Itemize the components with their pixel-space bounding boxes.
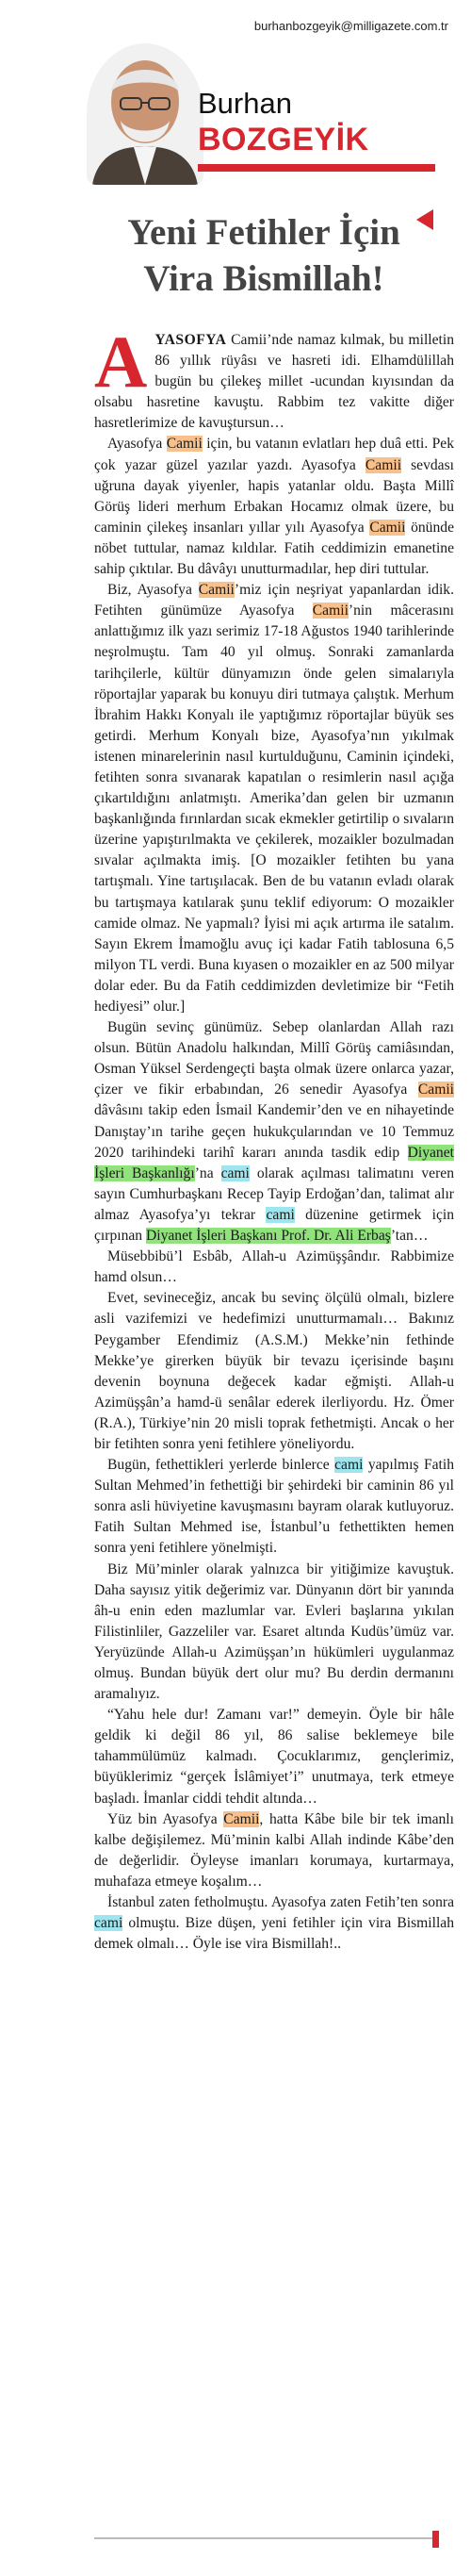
footer-accent-mark [432, 2531, 439, 2548]
columnist-header [0, 0, 471, 198]
lead-word: YASOFYA [154, 332, 227, 348]
author-photo [87, 43, 203, 185]
paragraph-text: ’na [194, 1164, 221, 1181]
paragraph-text: Bugün sevinç günümüz. Sebep olanlardan Allah razı olsun. Bütün Anadolu halkından, Millî Görüş camiâsından, Osman Yüksel Serdengeçti başta olmak üzere onlarca yazar, çizer ve fikir erbabından, 26 senedir Ayasofya [94, 1019, 454, 1098]
paragraph-text: dâvâsını takip eden İsmail Kandemir’den ve en nihayetinde Danıştay’ın tarihe geçen hukukçularından ve 10 Temmuz 2020 tarihindeki tarihî kararı anında tasdik edip [94, 1102, 454, 1161]
paragraph-6: Evet, sevineceğiz, ancak bu sevinç ölçülü olmalı, bizlere asli vazifemizi ve hedefimizi unutturmamalı… Bakınız Peygamber Efendimiz (A.S.M.) Mekke’nin fethinde Mekke’ye girerken büyük bir tevazu içerisinde başını devenin boynuna değecek kadar eğmişti. Allah-u Azimüşşân’a hamd-ü senâlar ederek ilerliyordu. Hz. Ömer (R.A.), Türkiye’nin 20 misli toprak fethetmişti. Ancak o her bir fetihten sonra yeni fetihlere yöneliyordu. [94, 1290, 454, 1452]
paragraph-11 [94, 1892, 454, 1955]
highlight-camii: Camii [365, 456, 402, 473]
paragraph-text: önünde nöbet tuttular, namaz kıldılar. Fatih ceddimizin emanetine sahip çıktılar. Bu dâvâyı unutturmadılar, hep diri tuttular. [94, 519, 454, 578]
highlight-camii: Camii [312, 603, 349, 619]
paragraph-text: olmuştu. Bize düşen, yeni fetihler için vira Bismillah demek olmalı… Öyle ise vira Bismillah!.. [94, 1915, 454, 1953]
author-portrait-illustration [87, 43, 203, 185]
paragraph-text: İstanbul zaten fetholmuştu. Ayasofya zaten Fetih’ten sonra [107, 1894, 454, 1911]
article-body [94, 321, 455, 2518]
title-line-2: Vira Bismillah! [143, 258, 384, 299]
paragraph-7 [94, 1455, 454, 1559]
highlight-cami: cami [334, 1457, 364, 1474]
highlight-camii: Camii [198, 582, 235, 599]
paragraph-text: Bugün, fethettikleri yerlerde binlerce [107, 1457, 335, 1474]
paragraph-text: ’nin mâcerasını anlattığımız ilk yazı serimiz 17-18 Ağustos 1940 tarihlerinde neşrolmuştu. Tam 40 yıl olmuş. Sonraki zamanlarda tarihçilerle, kültür dünyamızın önde gelen simalarıyla röportajlar yaparak bu konuyu diri tutmaya çalıştık. Merhum İbrahim Hakkı Konyalı ile yaptığımız röportajlar büyük ses getirdi. Merhum Konyalı bize, Ayasofya’nın yıkılmak istenen minarelerinin nasıl kurtulduğunu, Caminin içindeki, fetihten sonra sıvanarak kapatılan o resimlerin nasıl açığa çıkartıldığını anlatmıştı. Amerika’dan gelen bir uzmanın başkanlığında fırınlardan sıcak ekmekler getirtilip o sıvaların üzerine yapıştırılmakta ve çekilerek, mozaikler bozulmadan sıvalar açılmakta imiş. [O mozaikler fetihten bu yana tartışmalı. Yine tartışılacak. Ben de bu vatanın evladı olarak bu tartışmaya katılarak şunu teklif ediyorum: O mozaikler camide olmaz. Ne yapmalı? İyisi mi açık artırma ile satalım. Sayın Ekrem İmamoğlu avuç içi kadar Fatih tablosuna 6,5 milyon TL verdi. Buna kıyasen o mozaikler en az 500 milyar dolar eder. Bu da Fatih ceddimizden devletimize bir “Fetih hediyesi” olur.] [94, 603, 454, 1015]
paragraph-text: ’miz için neşriyat yapanlardan idik. Fetihten günümüze Ayasofya [94, 582, 454, 619]
highlight-diyanet: Diyanet İşleri Başkanlığı [94, 1144, 454, 1181]
author-name [198, 89, 369, 156]
paragraph-text: olarak açılması talimatını veren sayın Cumhurbaşkanı Recep Tayip Erdoğan’dan, talimat alır almaz Ayasofya’yı tekrar [94, 1164, 455, 1223]
paragraph-text: düzenine getirmek için çırpınan [94, 1206, 454, 1245]
paragraph-text: için, bu vatanın evlatları hep duâ etti. Pek çok yazar güzel yazılar yazdı. Ayasofya [94, 436, 454, 473]
title-line-1: Yeni Fetihler İçin [127, 212, 400, 253]
paragraph-text: sevdası uğruna dayak yiyenler, hapis yatanlar oldu. Başta Millî Görüş lideri merhum Erbakan Hocamız olmak üzere, bu caminin çilekeş insanları yıllar yılı Ayasofya [94, 456, 454, 536]
paragraph-text: , hatta Kâbe bile bir tek imanlı kalbe değişilemez. Mü’minin kalbi Allah indinde Kâbe’den de değerlidir. Öyleyse imanları korumaya, kurtarmaya, muhafaza etmeye koşalım… [94, 1810, 454, 1890]
highlight-cami: cami [266, 1206, 295, 1223]
paragraph-8: Biz Mü’minler olarak yalnızca bir yitiğimize kavuştuk. Daha sayısız yitik değerimiz var. Dünyanın dört bir yanında âh-u enin eden mazlumlar var. Evleri başlarına yıkılan Filistinliler, Gazzeliler var. Esaret altında Kudüs’ümüz var. Yeryüzünde Allah-u Azimüşşan’ın hükümleri uygulanmaz olmuş. Bundan büyük dert olur mu? Bu derdin dermanını aramalıyız. [94, 1560, 454, 1703]
footer-divider [94, 2537, 435, 2539]
paragraph-text: Yüz bin Ayasofya [107, 1810, 224, 1827]
highlight-camii: Camii [166, 436, 203, 453]
article-title [57, 209, 471, 302]
paragraph-4 [94, 1017, 454, 1247]
highlight-cami: cami [94, 1915, 123, 1932]
highlight-cami: cami [220, 1164, 250, 1181]
author-first-name: Burhan [198, 87, 292, 120]
paragraph-9: “Yahu hele dur! Zamanı var!” demeyin. Öyle bir hâle geldik ki değil 86 yıl, 86 salise beklemeye bile tahammülümüz kalmadı. Çocuklarımız, gençlerimiz, büyüklerimiz “gerçek İslâmiyet’i” unutmaya, terk etmeye başladı. İmanlar ciddi tehdit altında… [94, 1707, 454, 1807]
paragraph-text: Camii’nde namaz kılmak, bu milletin 86 yıllık rüyâsı ve hasreti idi. Elhamdülillah bugün bu çilekeş millet -ucundan kıyısından da olsabu hasretine kavuştu. Rabbim tez vakitte diğer hasretlerimize de kavuştursun… [94, 332, 454, 432]
paragraph-3 [94, 580, 454, 1017]
header-accent-bar [198, 164, 435, 172]
paragraph-text: yapılmış Fatih Sultan Mehmed’in fethettiği bir şehirdeki bir caminin 86 yıl sonra asli hüviyetine kavuşmasını bayram olarak kutluyoruz. Fatih Sultan Mehmed ise, İstanbul’u fethettikten hemen sonra yeni fetihlere yönelmişti. [94, 1457, 455, 1557]
paragraph-text: Ayasofya [107, 436, 167, 453]
paragraph-10 [94, 1809, 454, 1892]
author-email[interactable]: burhanbozgeyik@milligazete.com.tr [253, 19, 448, 33]
highlight-camii: Camii [417, 1082, 454, 1098]
paragraph-5: Müsebbibü’l Esbâb, Allah-u Azimüşşândır. Rabbimize hamd olsun… [94, 1248, 454, 1286]
highlight-camii: Camii [223, 1810, 260, 1827]
drop-cap: A [94, 321, 148, 403]
highlight-camii: Camii [369, 519, 406, 536]
paragraph-2 [94, 434, 454, 580]
paragraph-1 [94, 321, 454, 434]
highlight-diyanet-baskani: Diyanet İşleri Başkanı Prof. Dr. Ali Erbaş [146, 1228, 391, 1245]
paragraph-text: ’tan… [390, 1228, 429, 1245]
paragraph-text: Biz, Ayasofya [107, 582, 199, 599]
author-last-name: BOZGEYİK [198, 122, 369, 157]
